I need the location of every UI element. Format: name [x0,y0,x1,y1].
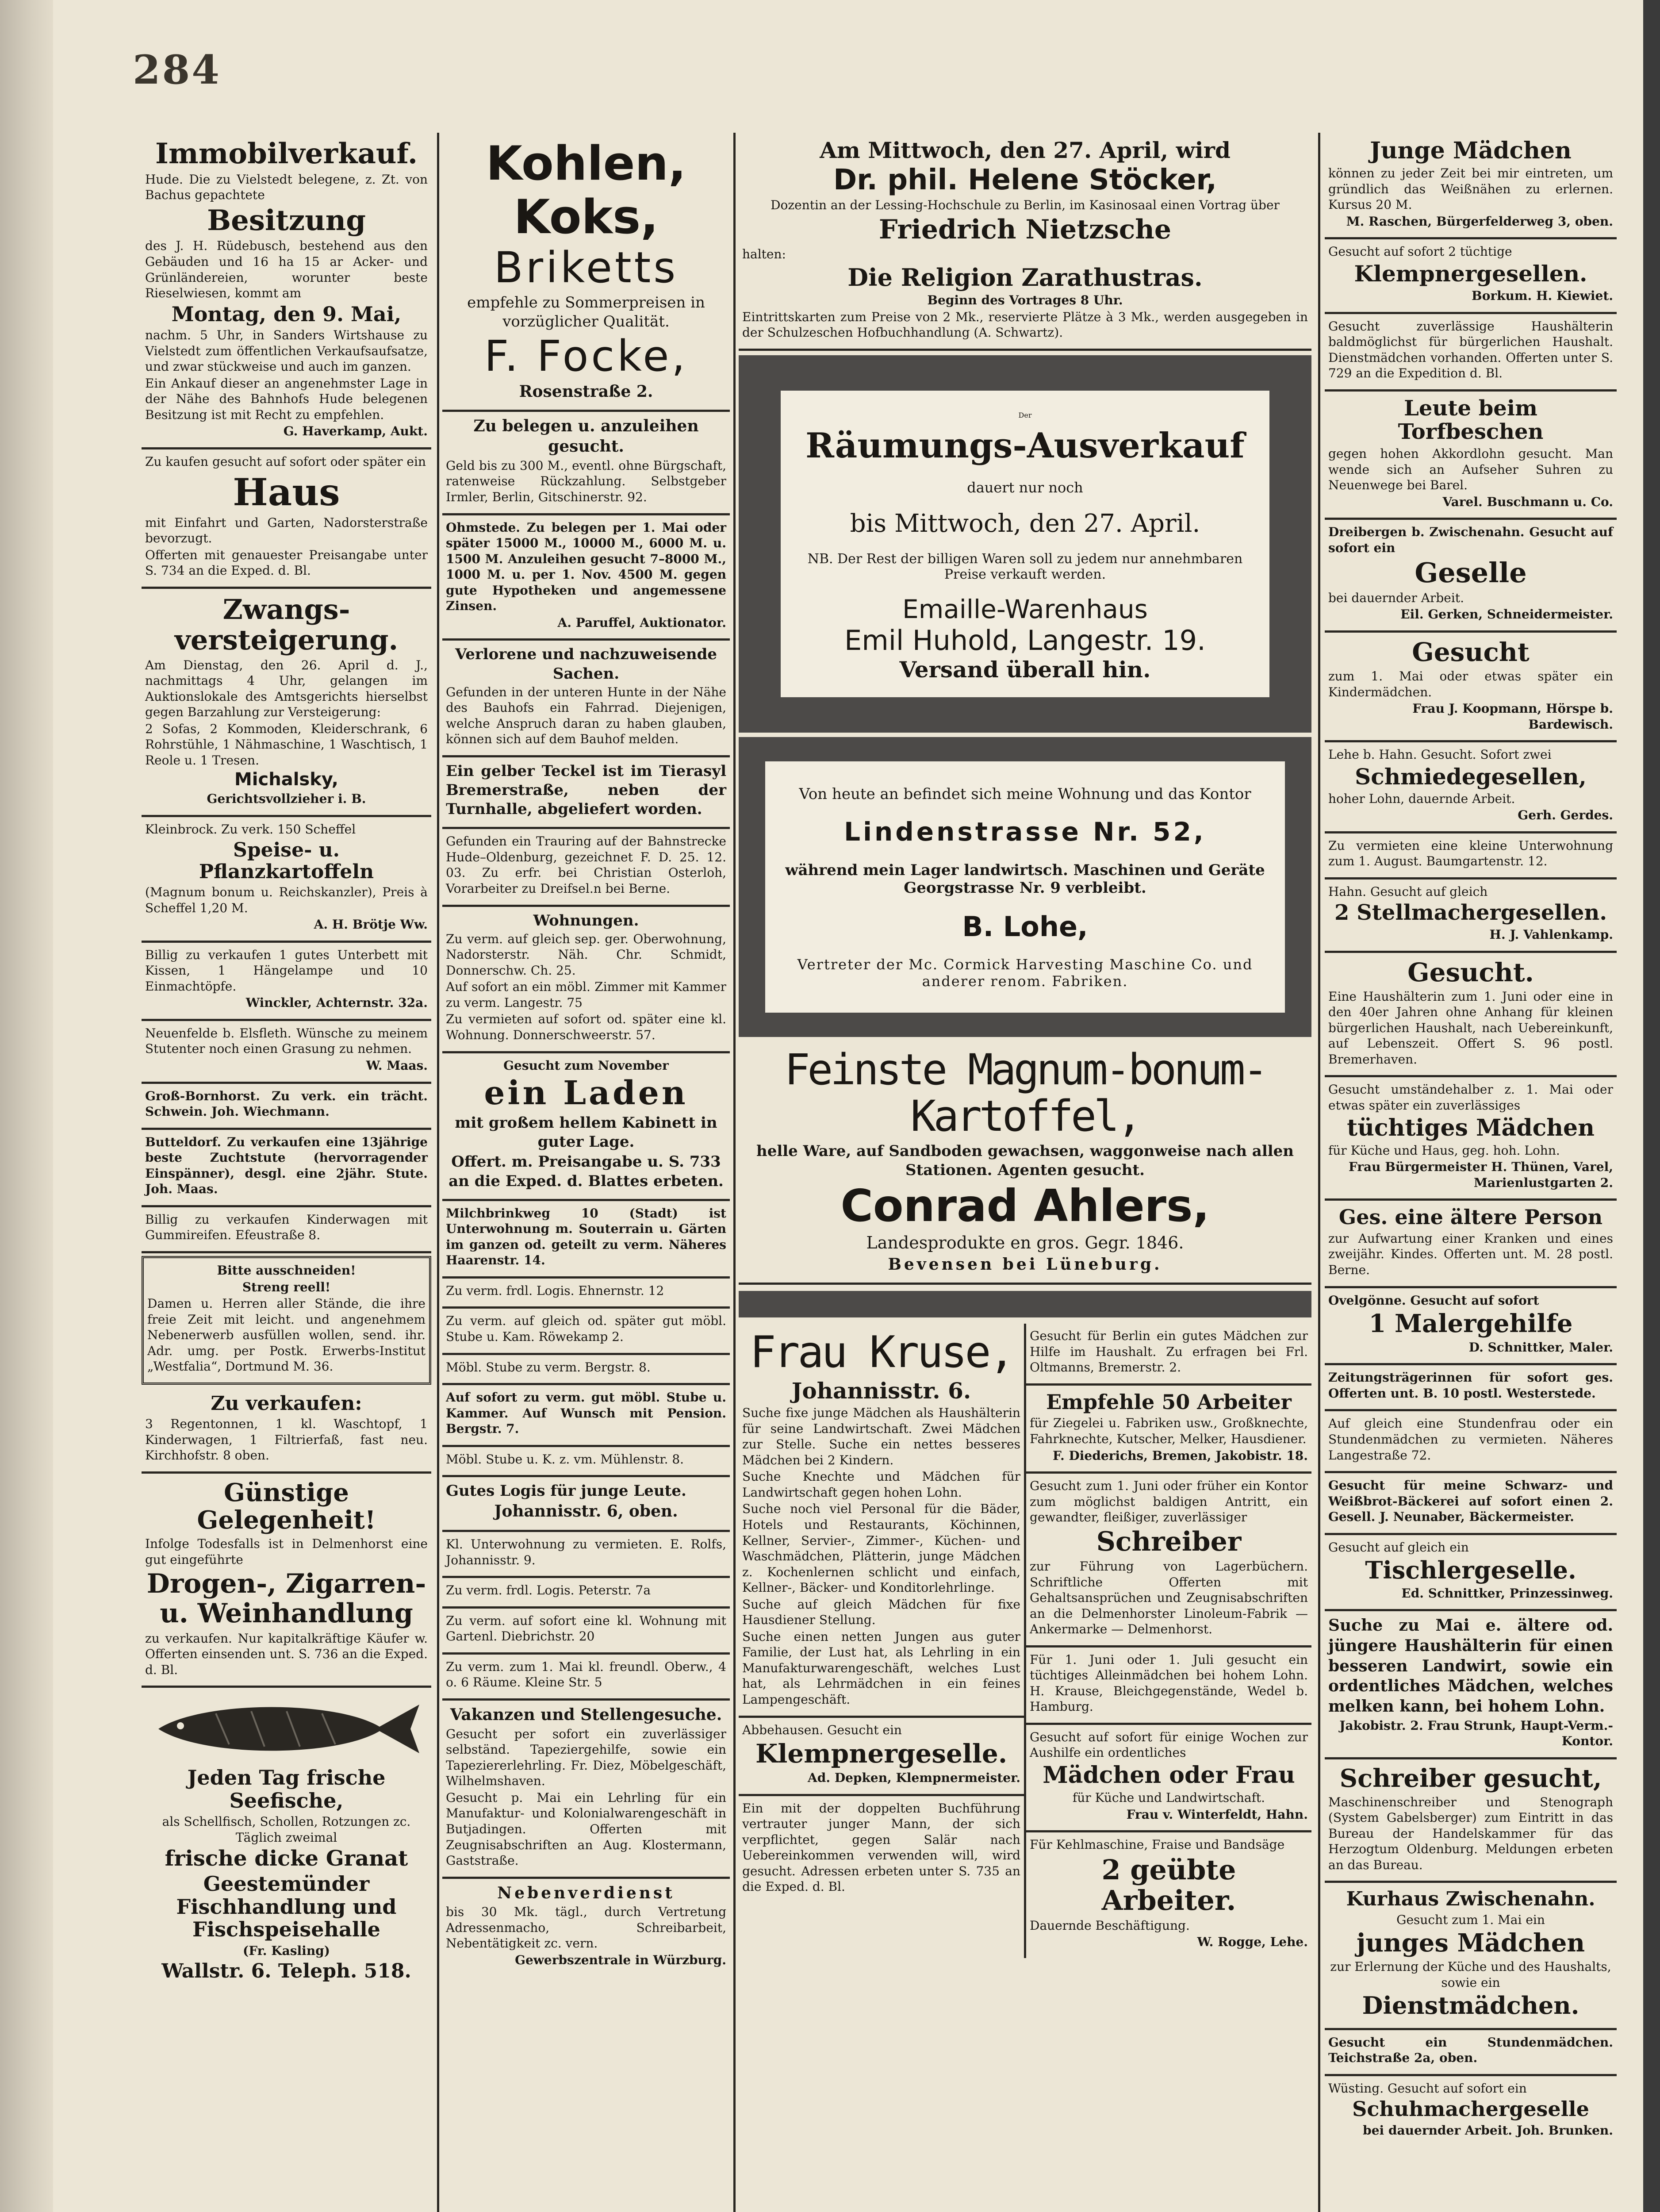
ad-heading: Haus [233,470,340,514]
ad-malergehilfe [1325,1288,1617,1366]
ad-text: Gesucht für Berlin ein gutes Mädchen zur Hilfe im Haushalt. Zu erfragen bei Frl. Oltmanns, Bremerstr. 2. [1030,1329,1308,1375]
ad-subtitle: Die Religion Zarathustras. [847,263,1203,292]
ad-text: Abbehausen. Gesucht ein [742,1722,902,1737]
ad-ohmstede [442,515,730,641]
ad-signature: Frau Bürgermeister H. Thünen, Varel, Marienlustgarten 2. [1348,1160,1613,1190]
ad-50-arbeiter [1026,1386,1311,1474]
ad-bergstr-7 [442,1385,730,1447]
ad-text: Suche zu Mai e. ältere od. jüngere Haushälterin für einen besseren Landwirt, sowie ein ordentliches Mädchen, welches melken kann, bei hohem Lohn. [1328,1616,1613,1716]
ad-geld [442,412,730,515]
ad-text: Zu verm. frdl. Logis. Ehnernstr. 12 [446,1283,664,1298]
ad-text: mit großem hellem Kabinett in guter Lage. [455,1114,717,1151]
ad-text: Groß-Bornhorst. Zu verk. ein trächt. Schwein. Joh. Wiechmann. [145,1088,428,1119]
ad-raeumungsausverkauf [739,355,1311,733]
ad-signature: M. Raschen, Bürgerfelderweg 3, oben. [1346,214,1613,229]
dark-divider [739,1291,1311,1317]
ad-title: Bitte ausschneiden! [217,1263,356,1278]
ad-heading: Schmiedegesellen, [1355,763,1587,790]
ad-heading: Räumungs-Ausverkauf [805,425,1245,466]
ad-text: Gesucht auf sofort für einige Wochen zur Aushilfe ein ordentliches [1030,1729,1308,1760]
page-number: 284 [133,46,221,93]
ad-subtitle: Streng reell! [242,1279,331,1294]
ad-signature: W. Rogge, Lehe. [1197,1935,1308,1950]
ad-signature: G. Haverkamp, Aukt. [283,424,428,439]
ad-text: Zu verm. zum 1. Mai kl. freundl. Oberw., 4 o. 6 Räume. Kleine Str. 5 [446,1659,726,1690]
ad-text: während mein Lager landwirtsch. Maschinen und Geräte Georgstrasse Nr. 9 verbleibt. [785,861,1265,897]
ad-text: Dreibergen b. Zwischenahn. Gesucht auf sofort ein [1328,525,1613,555]
ad-title: Günstige Gelegenheit! [197,1478,376,1535]
ad-zwangsversteigerung [142,589,431,817]
ad-heading: Frau Kruse, [750,1327,1013,1378]
ad-signature: Frau J. Koopmann, Hörspe b. Bardewisch. [1412,701,1613,732]
ad-gelegenheit [142,1474,431,1688]
ad-signature: A. Paruffel, Auktionator. [557,615,726,630]
ad-text: Offerten mit genauester Preisangabe unter S. 734 an die Exped. d. Bl. [145,547,428,578]
ad-maedchen-oder-frau [1026,1725,1311,1832]
ad-trauring [442,829,730,906]
ad-heading: Dienstmädchen. [1362,1991,1579,2020]
ad-text: Billig zu verkaufen 1 gutes Unterbett mit Kissen, 1 Hängelampe und 10 Einmachtöpfe. [145,947,428,994]
ad-heading: 2 geübte Arbeiter. [1101,1853,1236,1917]
ad-heading: frische dicke Granat [165,1846,408,1871]
ad-heading: Schreiber [1096,1526,1242,1557]
ad-milchbrinkweg [442,1201,730,1279]
column-rule [437,133,439,2212]
ad-text: Beginn des Vortrages 8 Uhr. [927,293,1123,308]
binding-shadow [1643,0,1660,2212]
ad-text: NB. Der Rest der billigen Waren soll zu jedem nur annehmbaren Preise verkauft werden. [807,551,1243,582]
ad-heading: Koks, [514,189,659,244]
ad-aeltere-person [1325,1201,1617,1288]
ad-text: halten: [742,247,786,262]
column-3 [739,133,1311,2212]
ad-heading: Gesucht. [1407,957,1534,987]
ad-address: Wallstr. 6. Teleph. 518. [161,1960,411,1983]
ad-kohlen [442,133,730,412]
ad-geselle [1325,520,1617,633]
ad-schreiber-linoleum [1026,1474,1311,1647]
ad-westfalia [142,1256,431,1385]
ad-magnum-bonum [739,1041,1311,1285]
ad-text: Suche fixe junge Mädchen als Haushälterin für seine Landwirtschaft. Zwei Mädchen zur Stelle. Suche ein nettes besseres Mädchen bei 2 Kindern. [742,1406,1020,1467]
ad-heading: Tischlergeselle. [1365,1556,1576,1585]
ad-heading: Zu belegen u. anzuleihen gesucht. [473,417,699,456]
ad-text: Butteldorf. Zu verkaufen eine 13jährige beste Zuchtstute (hervorragender Einspänner), desgl. eine 2jähr. Stute. Joh. Maas. [145,1134,428,1197]
ad-muehlenstr [442,1447,730,1478]
ad-text: Für 1. Juni oder 1. Juli gesucht ein tüchtiges Alleinmädchen bei hohem Lohn. H. Krause, Bleichgegenstände, Wedel b. Hamburg. [1030,1652,1308,1714]
ad-torf [1325,392,1617,520]
ad-heading: Gesucht [1412,637,1530,668]
ad-zu-verkaufen [142,1387,431,1474]
column-rule [1318,133,1320,2212]
ad-text: Ein gelber Teckel ist im Tierasyl Bremerstraße, neben der Turnhalle, abgeliefert worden. [446,762,726,818]
ad-schmiedegesellen [1325,742,1617,833]
ad-text: Von heute an befindet sich meine Wohnung und das Kontor [799,785,1251,803]
ad-text: Gesucht per sofort ein zuverlässiger selbständ. Tapeziergehilfe, sowie ein Tapeziererlehrling. Fr. Diez, Möbelgeschäft, Wilhelmshaven. [446,1726,726,1789]
ad-text: Suche einen netten Jungen aus guter Familie, der Lust hat, als Lehrling in ein Manufakturwarengeschäft, welches Lust hat, als Lehrmädchen in ein feines Lampengeschäft. [742,1629,1020,1707]
ad-text: Gesucht zum 1. Mai ein [1396,1912,1545,1927]
ad-topic: Friedrich Nietzsche [878,214,1172,245]
ad-wohnungen [442,907,730,1053]
ad-signature: Gerichtsvollzieher i. B. [207,791,366,806]
ad-rolfs [442,1532,730,1578]
ad-text: Infolge Todesfalls ist in Delmenhorst eine gut eingeführte [145,1536,428,1567]
ad-text: dauert nur noch [967,479,1083,496]
ad-heading: Kurhaus Zwischenahn. [1346,1888,1595,1911]
ad-heading: Junge Mädchen [1370,137,1572,164]
ad-heading: Jeden Tag frische Seefische, [187,1766,386,1813]
ad-baeckerei [1325,1473,1617,1535]
ad-buchfuehrung [739,1796,1024,1903]
ad-lohe [739,737,1311,1037]
ad-signature: Winckler, Achternstr. 32a. [245,995,428,1010]
ad-text: gegen hohen Akkordlohn gesucht. Man wende sich an Aufseher Suhren zu Neuenwege bei Barel. [1328,446,1613,493]
ad-text: zur Führung von Lagerbüchern. Schriftliche Offerten mit Gehaltsansprüchen und Zeugnisabschriften an die Delmenhorster Linoleum-Fabrik — Ankermarke — Delmenhorst. [1030,1559,1308,1637]
ad-text: (Magnum bonum u. Reichskanzler), Preis à Scheffel 1,20 M. [145,885,428,915]
ad-text: zur Aufwartung einer Kranken und eines zweijähr. Kindes. Offerten unt. M. 28 postl. Berne. [1328,1231,1613,1277]
ad-title: Zwangs-versteigerung. [174,593,399,657]
right-subcolumn [1024,1324,1311,1958]
ad-signature: Jakobistr. 2. Frau Strunk, Haupt-Verm.-Kontor. [1339,1718,1613,1749]
ad-text: Zu verm. auf gleich od. später gut möbl. Stube u. Kam. Röwekamp 2. [446,1313,726,1344]
ad-text: für Küche und Landwirtschaft. [1072,1790,1265,1805]
ad-text: nachm. 5 Uhr, in Sanders Wirtshause zu Vielstedt zum öffentlichen Verkaufsaufsatze, und zwar stückweise und auch im ganzen. [145,328,428,374]
ad-haus [142,449,431,589]
ad-geuebte-arbeiter [1026,1832,1311,1958]
ad-kindermaedchen [1325,633,1617,742]
ad-text: helle Ware, auf Sandboden gewachsen, waggonweise nach allen Stationen. Agenten gesucht. [756,1142,1294,1179]
ad-heading: Schuhmachergeselle [1352,2097,1589,2121]
ad-heading: Mädchen oder Frau [1043,1761,1295,1789]
ad-heading: Gutes Logis für junge Leute. [446,1482,686,1500]
column-rule [733,133,736,2212]
ad-signature: Varel. Buschmann u. Co. [1442,494,1613,509]
ad-text: des J. H. Rüdebusch, bestehend aus den Gebäuden und 16 ha 15 ar Acker- und Grünländereien, worunter beste Rieselwiesen, kommt am [145,238,428,301]
ad-unterbett [142,943,431,1021]
ad-text: Auf gleich eine Stundenfrau oder ein Stundenmädchen zu vermieten. Näheres Langestraße 72. [1328,1416,1613,1463]
ad-heading: Verlorene und nachzuweisende Sachen. [455,645,717,683]
ad-heading: Empfehle 50 Arbeiter [1046,1390,1292,1414]
ad-heading: Nebenverdienst [497,1883,675,1902]
ad-heading: Vakanzen und Stellengesuche. [450,1705,722,1724]
ad-text: Hude. Die zu Vielstedt belegene, z. Zt. von Bachus gepachtete [145,172,428,203]
ad-text: bei dauernder Arbeit. [1328,590,1464,605]
ad-text: Vertreter der Mc. Cormick Harvesting Maschine Co. und anderer renom. Fabriken. [797,956,1253,990]
ad-text: Gesucht zum 1. Juni oder früher ein Kontor zum möglichst baldigen Antritt, ein gewandter, fleißiger, zuverlässiger [1030,1479,1308,1525]
ad-text: Eintrittskarten zum Preise von 2 Mk., reservierte Plätze à 3 Mk., werden ausgegeben in der Schulzeschen Hofbuchhandlung (A. Schwartz). [742,309,1308,340]
ad-text: Zu verm. frdl. Logis. Peterstr. 7a [446,1583,651,1598]
ad-text: für Ziegelei u. Fabriken usw., Großknechte, Fahrknechte, Kutscher, Melker, Hausdiener. [1030,1416,1308,1447]
ad-text: Kl. Unterwohnung zu vermieten. E. Rolfs, Johannisstr. 9. [446,1537,726,1567]
ad-heading: Geselle [1415,557,1527,589]
ad-text: Ein mit der doppelten Buchführung vertrauter junger Mann, der sich verpflichtet, gegen Salär nach Uebereinkommen verwenden will, wird gesucht. Adressen erbeten unter S. 735 an die Exped. d. Bl. [742,1801,1020,1894]
ad-heading: ein Laden [484,1074,688,1113]
ad-signature: Eil. Gerken, Schneidermeister. [1400,607,1613,622]
ad-gesucht-haushaelterin [1325,953,1617,1078]
ad-kurhaus [1325,1883,1617,2030]
ad-heading: Zu verkaufen: [211,1392,362,1415]
ad-kinderwagen [142,1207,431,1253]
ad-stundenfrau [1325,1411,1617,1473]
ad-text: Suche noch viel Personal für die Bäder, Hotels und Restaurants, Köchinnen, Kellner, Servier-, Zimmer-, Küchen- und Waschmädchen, Plätterin, junge Mädchen z. Kochenlernen schlicht und einfach, Kellner-, Bäcker- und Konditorlehrlinge. [742,1502,1020,1595]
ad-tischlergeselle [1325,1535,1617,1612]
ad-text: Zu verm. auf sofort eine kl. Wohnung mit Gartenl. Diebrichstr. 20 [446,1613,726,1644]
ad-date: Montag, den 9. Mai, [171,302,402,326]
ad-heading: Ges. eine ältere Person [1338,1205,1603,1229]
ad-shop: Emaille-Warenhaus [902,594,1148,624]
ad-kartoffeln [142,817,431,943]
ad-heading: tüchtiges Mädchen [1347,1114,1595,1141]
ad-text: Maschinenschreiber und Stenograph (System Gabelsberger) zum Eintritt in das Bureau der Handelskammer für das Herzogtum Oldenburg. Meldungen erbeten an das Bureau. [1328,1794,1613,1872]
ad-name: B. Lohe, [962,910,1088,943]
ad-address: Johannisstr. 6. [791,1378,971,1404]
column-2 [442,133,730,2212]
ad-text: Lehe b. Hahn. Gesucht. Sofort zwei [1328,747,1552,762]
page-edge [0,0,53,2212]
ad-text: Suche auf gleich Mädchen für fixe Hausdiener Stellung. [742,1597,1020,1628]
ad-text: Gesucht auf gleich ein [1328,1540,1469,1555]
ad-diebrichstr [442,1609,730,1655]
ad-heading: Besitzung [207,204,366,237]
ad-text: Ovelgönne. Gesucht auf sofort [1328,1293,1539,1308]
ad-alleinmaedchen [1026,1647,1311,1725]
ad-gutes-logis [442,1477,730,1532]
ad-signature: D. Schnittker, Maler. [1468,1340,1613,1355]
ad-signature: Michalsky, [234,769,338,790]
ad-bergstr-8 [442,1355,730,1386]
ad-text: Eine Haushälterin zum 1. Juni oder eine in den 40er Jahren ohne Anhang für kleinen bürgerlichen Haushalt, nach Uebereinkunft, auf Lebenszeit. Offert S. 96 postl. Bremerhaven. [1328,989,1613,1067]
ad-text: empfehle zu Sommerpreisen in vorzüglicher Qualität. [467,293,705,330]
ad-text: Der [1018,411,1032,419]
ad-signature: Ad. Depken, Klempnermeister. [808,1770,1020,1786]
ad-signature: bei dauernder Arbeit. Joh. Brunken. [1363,2123,1613,2138]
ad-immobilverkauf [142,133,431,449]
ad-frame-inner [765,761,1285,1013]
ad-text: Auf sofort zu verm. gut möbl. Stube u. Kammer. Auf Wunsch mit Pension. Bergstr. 7. [446,1390,726,1436]
ad-text: Gesucht zuverlässige Haushälterin baldmöglichst für bürgerlichen Haushalt. Dienstmädchen vorhanden. Offerten unter S. 729 an die Expedition d. Bl. [1328,319,1613,381]
ad-speaker: Dr. phil. Helene Stöcker, [833,164,1217,196]
ad-vortrag [739,133,1311,351]
ad-signature: H. J. Vahlenkamp. [1489,927,1613,942]
ad-heading: Feinste Magnum-bonum-Kartoffel, [784,1045,1266,1141]
left-subcolumn [739,1324,1024,1958]
ad-text: Ohmstede. Zu belegen per 1. Mai oder später 15000 M., 10000 M., 6000 M. u. 1500 M. Anzuleihen gesucht 7–8000 M., 1000 M. u. per 1. Nov. 4500 M. gegen gute Hypotheken und angemessene Zinsen. [446,520,726,614]
ad-stundenmaedchen [1325,2030,1617,2076]
ad-text: zur Erlernung der Küche und des Haushalts, sowie ein [1330,1959,1611,1990]
ad-neuenfelde [142,1021,431,1084]
ad-text: Zu vermieten auf sofort od. später eine kl. Wohnung. Donnerschweerstr. 57. [446,1012,726,1043]
ad-heading: junges Mädchen [1356,1928,1585,1958]
ad-text: Ein Ankauf dieser an angenehmster Lage in der Nähe des Bahnhofs Hude belegenen Besitzung ist mit Recht zu empfehlen. [145,376,428,422]
ad-name: Conrad Ahlers, [840,1180,1210,1232]
ad-heading: Wohnungen. [533,911,639,929]
ad-text: für Küche und Haus, geg. hoh. Lohn. [1328,1143,1560,1158]
ad-teckel [442,757,730,830]
ad-roewekamp [442,1309,730,1355]
ad-klempnergesellen [1325,239,1617,314]
ad-text: zum 1. Mai oder etwas später ein Kindermädchen. [1328,668,1613,699]
ad-text: Möbl. Stube zu verm. Bergstr. 8. [446,1359,651,1375]
ad-schreiber-handelskammer [1325,1759,1617,1883]
ad-text: Damen u. Herren aller Stände, die ihre freie Zeit mit leicht. und angenehmem Nebenerwerb ausfüllen wollen, send. ihr. Adr. umg. per Postk. Erwerbs-Institut „Westfalia“, Dortmund M. 36. [147,1296,426,1374]
ad-text: 2 Sofas, 2 Kommoden, Kleiderschrank, 6 Rohrstühle, 1 Nähmaschine, 1 Waschtisch, 1 Reole u. 1 Tresen. [145,721,428,768]
ad-verlorene [442,641,730,757]
ad-text: als Schellfisch, Schollen, Rotzungen zc. Täglich zweimal [162,1814,411,1845]
ad-text: Zeitungsträgerinnen für sofort ges. Offerten unt. B. 10 postl. Westerstede. [1328,1370,1613,1401]
ad-text: Am Dienstag, den 26. April d. J., nachmittags 4 Uhr, gelangen im Auktionslokale des Amtsgerichts hierselbst gegen Barzahlung zur Versteigerung: [145,657,428,720]
ad-text: Hahn. Gesucht auf gleich [1328,884,1488,899]
ad-seefische [142,1688,431,1991]
ad-signature: W. Maas. [366,1058,428,1073]
ad-junge-maedchen [1325,133,1617,239]
ad-signature: Ed. Schnittker, Prinzessinweg. [1401,1586,1613,1601]
ad-heading: Klempnergeselle. [755,1739,1008,1769]
ad-frau-kruse [739,1324,1024,1717]
ad-text: 3 Regentonnen, 1 kl. Waschtopf, 1 Kinderwagen, 1 Filtrierfaß, fast neu. Kirchhofstr. 8 oben. [145,1417,428,1463]
ad-text: Dozentin an der Lessing-Hochschule zu Berlin, im Kasinosaal einen Vortrag über [771,198,1280,213]
column-1 [142,133,431,2212]
ad-heading: Kohlen, [486,136,686,191]
ad-heading: Klempnergesellen. [1354,260,1587,287]
ad-heading: Speise- u. Pflanzkartoffeln [199,838,374,883]
two-column-area [739,1324,1311,1958]
ad-tuechtiges-maedchen [1325,1077,1617,1201]
ad-text: Gesucht ein Stundenmädchen. Teichstraße 2a, oben. [1328,2035,1613,2066]
ad-text: Gefunden in der unteren Hunte in der Nähe des Bauhofs ein Fahrrad. Diejenigen, welche Anspruch daran zu haben glauben, können sich auf dem Bauhof melden. [446,684,726,747]
ad-text: bis 30 Mk. tägl., durch Vertretung Adressenmacho, Schreibarbeit, Nebentätigkeit zc. vern. [446,1905,726,1951]
ad-signature: A. H. Brötje Ww. [314,917,428,932]
ad-text: Wüsting. Gesucht auf sofort ein [1328,2081,1527,2096]
ad-text: Für Kehlmaschine, Fraise und Bandsäge [1030,1837,1285,1852]
ad-text: mit Einfahrt und Garten, Nadorsterstraße bevorzugt. [145,515,428,546]
ad-address: Rosenstraße 2. [519,382,653,401]
ad-haushaelterin-729 [1325,314,1617,392]
ad-signature: F. Diederichs, Bremen, Jakobistr. 18. [1052,1448,1308,1463]
ad-heading: Geestemünder Fischhandlung und Fischspeisehalle [176,1872,397,1942]
ad-heading: Leute beim Torfbeschen [1398,396,1544,445]
ad-zeitungstraeger [1325,1365,1617,1411]
ad-signature: Gerh. Gerdes. [1518,808,1613,823]
ad-address: Emil Huhold, Langestr. 19. [844,624,1206,657]
ad-address: Lindenstrasse Nr. 52, [844,816,1206,847]
ad-heading: Briketts [494,243,679,293]
ad-text: Kleinbrock. Zu verk. 150 Scheffel [145,822,356,837]
ad-logis-ehnern [442,1279,730,1309]
ad-text: Gefunden ein Trauring auf der Bahnstrecke Hude–Oldenburg, gezeichnet F. D. 25. 12. 03. Zu erfr. bei Christian Osterloh, Vorarbeiter zu Dreifsel.n bei Berne. [446,834,726,896]
ad-nebenverdienst [442,1879,730,1976]
fish-illustration [150,1696,424,1762]
ad-text: Billig zu verkaufen Kinderwagen mit Gummireifen. Efeustraße 8. [145,1212,428,1243]
ad-text: Versand überall hin. [899,656,1151,683]
ad-date: bis Mittwoch, den 27. April. [850,509,1200,538]
ad-kleine-str [442,1655,730,1701]
ad-text: Neuenfelde b. Elsfleth. Wünsche zu meinem Stutenter noch einen Grasung zu nehmen. [145,1025,428,1056]
ad-address: Bevensen bei Lüneburg. [888,1255,1162,1274]
ad-text: Gesucht p. Mai ein Lehrling für ein Manufaktur- und Kolonialwarengeschäft in Butjadingen. Offerten mit Zeugnisabschriften an Aug. Klostermann, Gaststraße. [446,1790,726,1868]
ad-text: Zu verm. auf gleich sep. ger. Oberwohnung, Nadorsterstr. Näh. Chr. Schmidt, Donnerschw. Ch. 25. [446,931,726,978]
ad-text: Milchbrinkweg 10 (Stadt) ist Unterwohnung m. Souterrain u. Gärten im ganzen od. geteilt zu verm. Näheres Haarenstr. 14. [446,1206,726,1268]
ad-unterwohnung [1325,833,1617,879]
ad-text: hoher Lohn, dauernde Arbeit. [1328,791,1515,806]
ad-text: Gesucht für meine Schwarz- und Weißbrot-Bäckerei auf sofort einen 2. Gesell. J. Neunaber, Bäckermeister. [1328,1478,1613,1525]
ad-heading: 2 Stellmachergesellen. [1334,900,1607,926]
ad-address: Johannisstr. 6, oben. [494,1502,678,1521]
ad-bornhorst [142,1084,431,1130]
ad-heading: Schreiber gesucht, [1339,1763,1602,1793]
ad-text: können zu jeder Zeit bei mir eintreten, um gründlich das Weißnähen zu erlernen. Kursus 20 M. [1328,166,1613,212]
ad-title: Immobilverkauf. [155,137,418,170]
column-4 [1325,133,1617,2212]
ad-schuhmacher [1325,2076,1617,2147]
ad-signature: Gewerbszentrale in Würzburg. [515,1952,726,1967]
ad-text: Gesucht zum November [503,1058,669,1073]
ad-heading: 1 Malergehilfe [1369,1309,1573,1339]
ad-berlin [1026,1324,1311,1386]
ad-text: Offert. m. Preisangabe u. S. 733 an die Exped. d. Blattes erbeten. [449,1153,724,1190]
ad-heading: Am Mittwoch, den 27. April, wird [820,137,1231,163]
ad-text: Suche Knechte und Mädchen für Landwirtschaft gegen hohen Lohn. [742,1469,1020,1500]
ad-butteldorf [142,1130,431,1207]
ad-signature: Frau v. Winterfeldt, Hahn. [1126,1807,1308,1822]
ad-text: Gesucht umständehalber z. 1. Mai oder etwas später ein zuverlässiges [1328,1082,1613,1113]
ad-text: (Fr. Kasling) [242,1943,330,1958]
ad-text: Zu vermieten eine kleine Unterwohnung zum 1. August. Baumgartenstr. 12. [1328,838,1613,869]
ad-text: Zu kaufen gesucht auf sofort oder später ein [145,454,426,469]
ad-laden [442,1053,730,1201]
ad-peterstr [442,1578,730,1609]
ad-heading: Drogen-, Zigarren- u. Weinhandlung [146,1568,426,1629]
ad-text: Dauernde Beschäftigung. [1030,1918,1190,1933]
ad-frame-inner [781,391,1269,697]
ad-vakanzen [442,1701,730,1879]
ad-text: Landesprodukte en gros. Gegr. 1846. [866,1233,1184,1253]
ad-text: Möbl. Stube u. K. z. vm. Mühlenstr. 8. [446,1452,684,1467]
ad-name: F. Focke, [484,331,688,381]
ad-signature: Borkum. H. Kiewiet. [1472,288,1613,303]
ad-klempnergeselle [739,1718,1024,1796]
ad-text: Geld bis zu 300 M., eventl. ohne Bürgschaft, ratenweise Rückzahlung. Selbstgeber Irmler, Berlin, Gitschinerstr. 92. [446,458,726,504]
ad-text: Auf sofort an ein möbl. Zimmer mit Kammer zu verm. Langestr. 75 [446,979,726,1010]
ad-text: zu verkaufen. Nur kapitalkräftige Käufer w. Offerten einsenden unt. S. 736 an die Exped. d. Bl. [145,1631,428,1677]
ad-text: Gesucht auf sofort 2 tüchtige [1328,244,1512,259]
ad-landwirt [1325,1611,1617,1759]
ad-stellmacher [1325,879,1617,953]
